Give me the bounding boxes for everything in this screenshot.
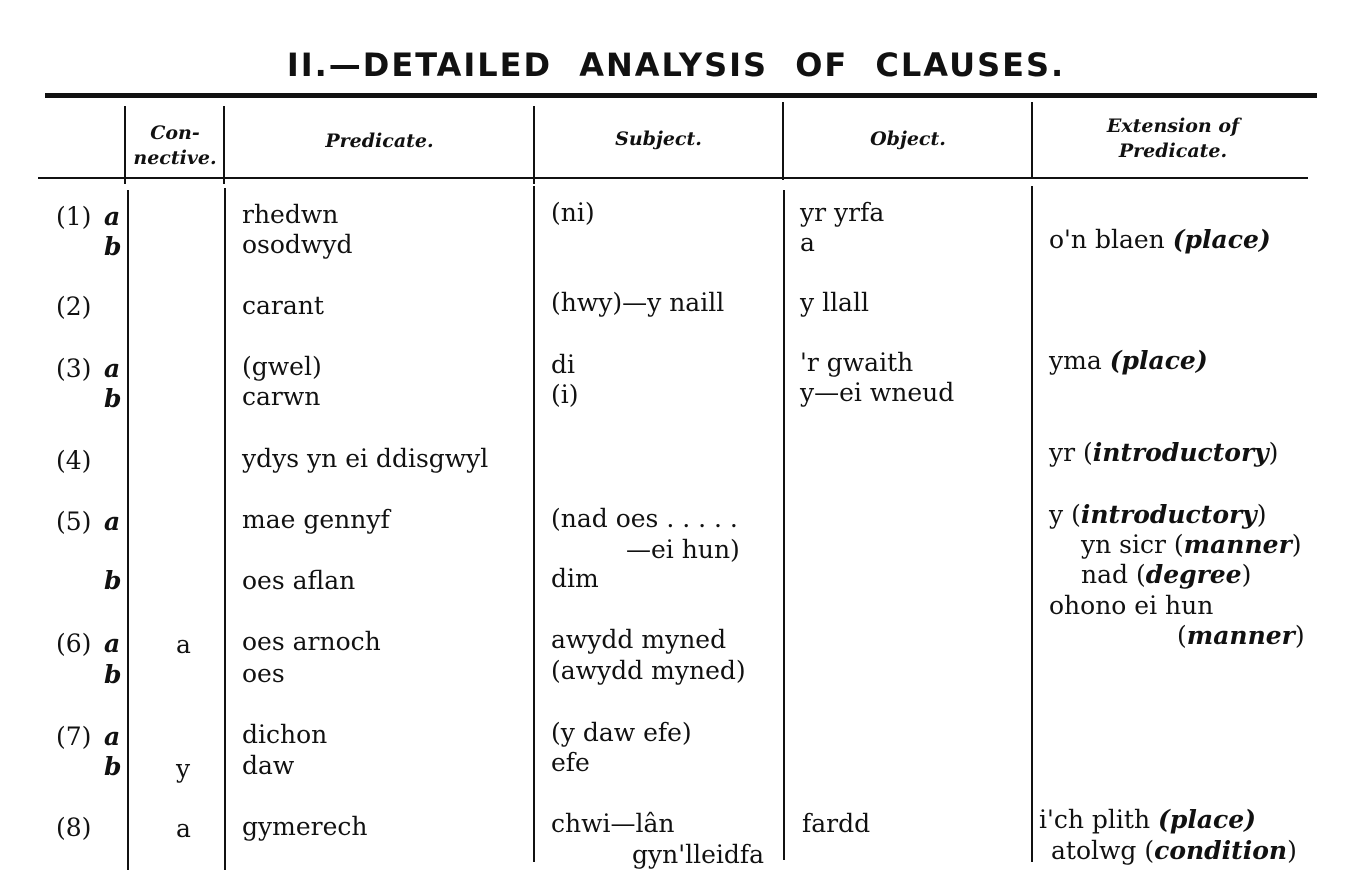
predicate-cell: gymerech (242, 812, 368, 841)
predicate-cell: oes aflan (242, 566, 356, 595)
subject-cell: (ni) (551, 198, 595, 227)
col-sep-4 (783, 190, 785, 860)
predicate-cell: carwn (242, 382, 321, 411)
header-object: Object. (870, 128, 946, 150)
extension-cell: nad (degree) (1081, 560, 1252, 589)
clause-letter: b (104, 566, 122, 595)
object-cell: y—ei wneud (800, 378, 955, 407)
connective-cell: y (176, 754, 191, 783)
object-cell: fardd (802, 809, 871, 838)
header-extension: Extension of Predicate. (1106, 115, 1240, 162)
col-sep-2 (224, 188, 226, 870)
clause-number: (1) (56, 202, 92, 231)
connective-cell: a (176, 814, 191, 843)
page-title: II.—DETAILED ANALYSIS OF CLAUSES. (286, 46, 1066, 84)
subject-cell: di (551, 350, 575, 379)
clause-number: (2) (56, 292, 92, 321)
object-cell: a (800, 228, 815, 257)
predicate-cell: osodwyd (242, 230, 353, 259)
clause-letter: a (104, 202, 121, 231)
subject-cell: (i) (551, 380, 579, 409)
object-cell: y llall (800, 288, 869, 317)
predicate-cell: (gwel) (242, 352, 322, 381)
col-sep-3 (533, 186, 535, 862)
predicate-cell: daw (242, 751, 295, 780)
extension-cell: o'n blaen (place) (1049, 225, 1271, 254)
extension-cell: yr (introductory) (1049, 438, 1279, 467)
extension-cell: atolwg (condition) (1051, 836, 1297, 865)
extension-cell: yn sicr (manner) (1081, 530, 1302, 559)
header-subject: Subject. (615, 128, 702, 150)
clause-letter: a (104, 354, 121, 383)
clause-number: (5) (56, 507, 92, 536)
clause-number: (7) (56, 722, 92, 751)
object-cell: 'r gwaith (800, 348, 914, 377)
subject-cell: chwi—lân (551, 809, 675, 838)
header-connective: Con- nective. (133, 122, 217, 169)
extension-cell: i'ch plith (place) (1039, 805, 1256, 834)
subject-cell: awydd myned (551, 625, 727, 654)
predicate-cell: rhedwn (242, 200, 339, 229)
clause-letter: a (104, 722, 121, 751)
clause-letter: a (104, 629, 121, 658)
col-sep-1 (127, 190, 129, 870)
predicate-cell: carant (242, 291, 324, 320)
extension-cell: (manner) (1177, 621, 1305, 650)
extension-cell: y (introductory) (1049, 500, 1267, 529)
col-sep-4-header (782, 102, 784, 180)
subject-cell: (awydd myned) (551, 656, 746, 685)
predicate-cell: mae gennyf (242, 505, 390, 534)
subject-cell: —ei hun) (626, 535, 740, 564)
header-predicate: Predicate. (325, 130, 434, 152)
subject-cell: efe (551, 748, 590, 777)
object-cell: yr yrfa (800, 198, 885, 227)
clause-number: (3) (56, 354, 92, 383)
clause-number: (6) (56, 629, 92, 658)
col-sep-5 (1031, 186, 1033, 862)
extension-cell: ohono ei hun (1049, 591, 1214, 620)
subject-cell: (hwy)—y naill (551, 288, 725, 317)
clause-number: (4) (56, 446, 92, 475)
subject-cell: gyn'lleidfa (632, 840, 765, 869)
subject-cell: (y daw efe) (551, 718, 692, 747)
predicate-cell: ydys yn ei ddisgwyl (242, 444, 489, 473)
predicate-cell: oes arnoch (242, 627, 381, 656)
subject-cell: dim (551, 564, 599, 593)
clause-letter: b (104, 232, 122, 261)
top-rule (45, 93, 1317, 98)
header-rule (38, 177, 1308, 179)
clause-letter: b (104, 660, 122, 689)
predicate-cell: oes (242, 659, 285, 688)
connective-cell: a (176, 630, 191, 659)
clause-letter: b (104, 752, 122, 781)
extension-cell: yma (place) (1049, 346, 1208, 375)
predicate-cell: dichon (242, 720, 328, 749)
clause-letter: b (104, 384, 122, 413)
clause-letter: a (104, 507, 121, 536)
subject-cell: (nad oes . . . . . (551, 504, 738, 533)
clause-number: (8) (56, 813, 92, 842)
